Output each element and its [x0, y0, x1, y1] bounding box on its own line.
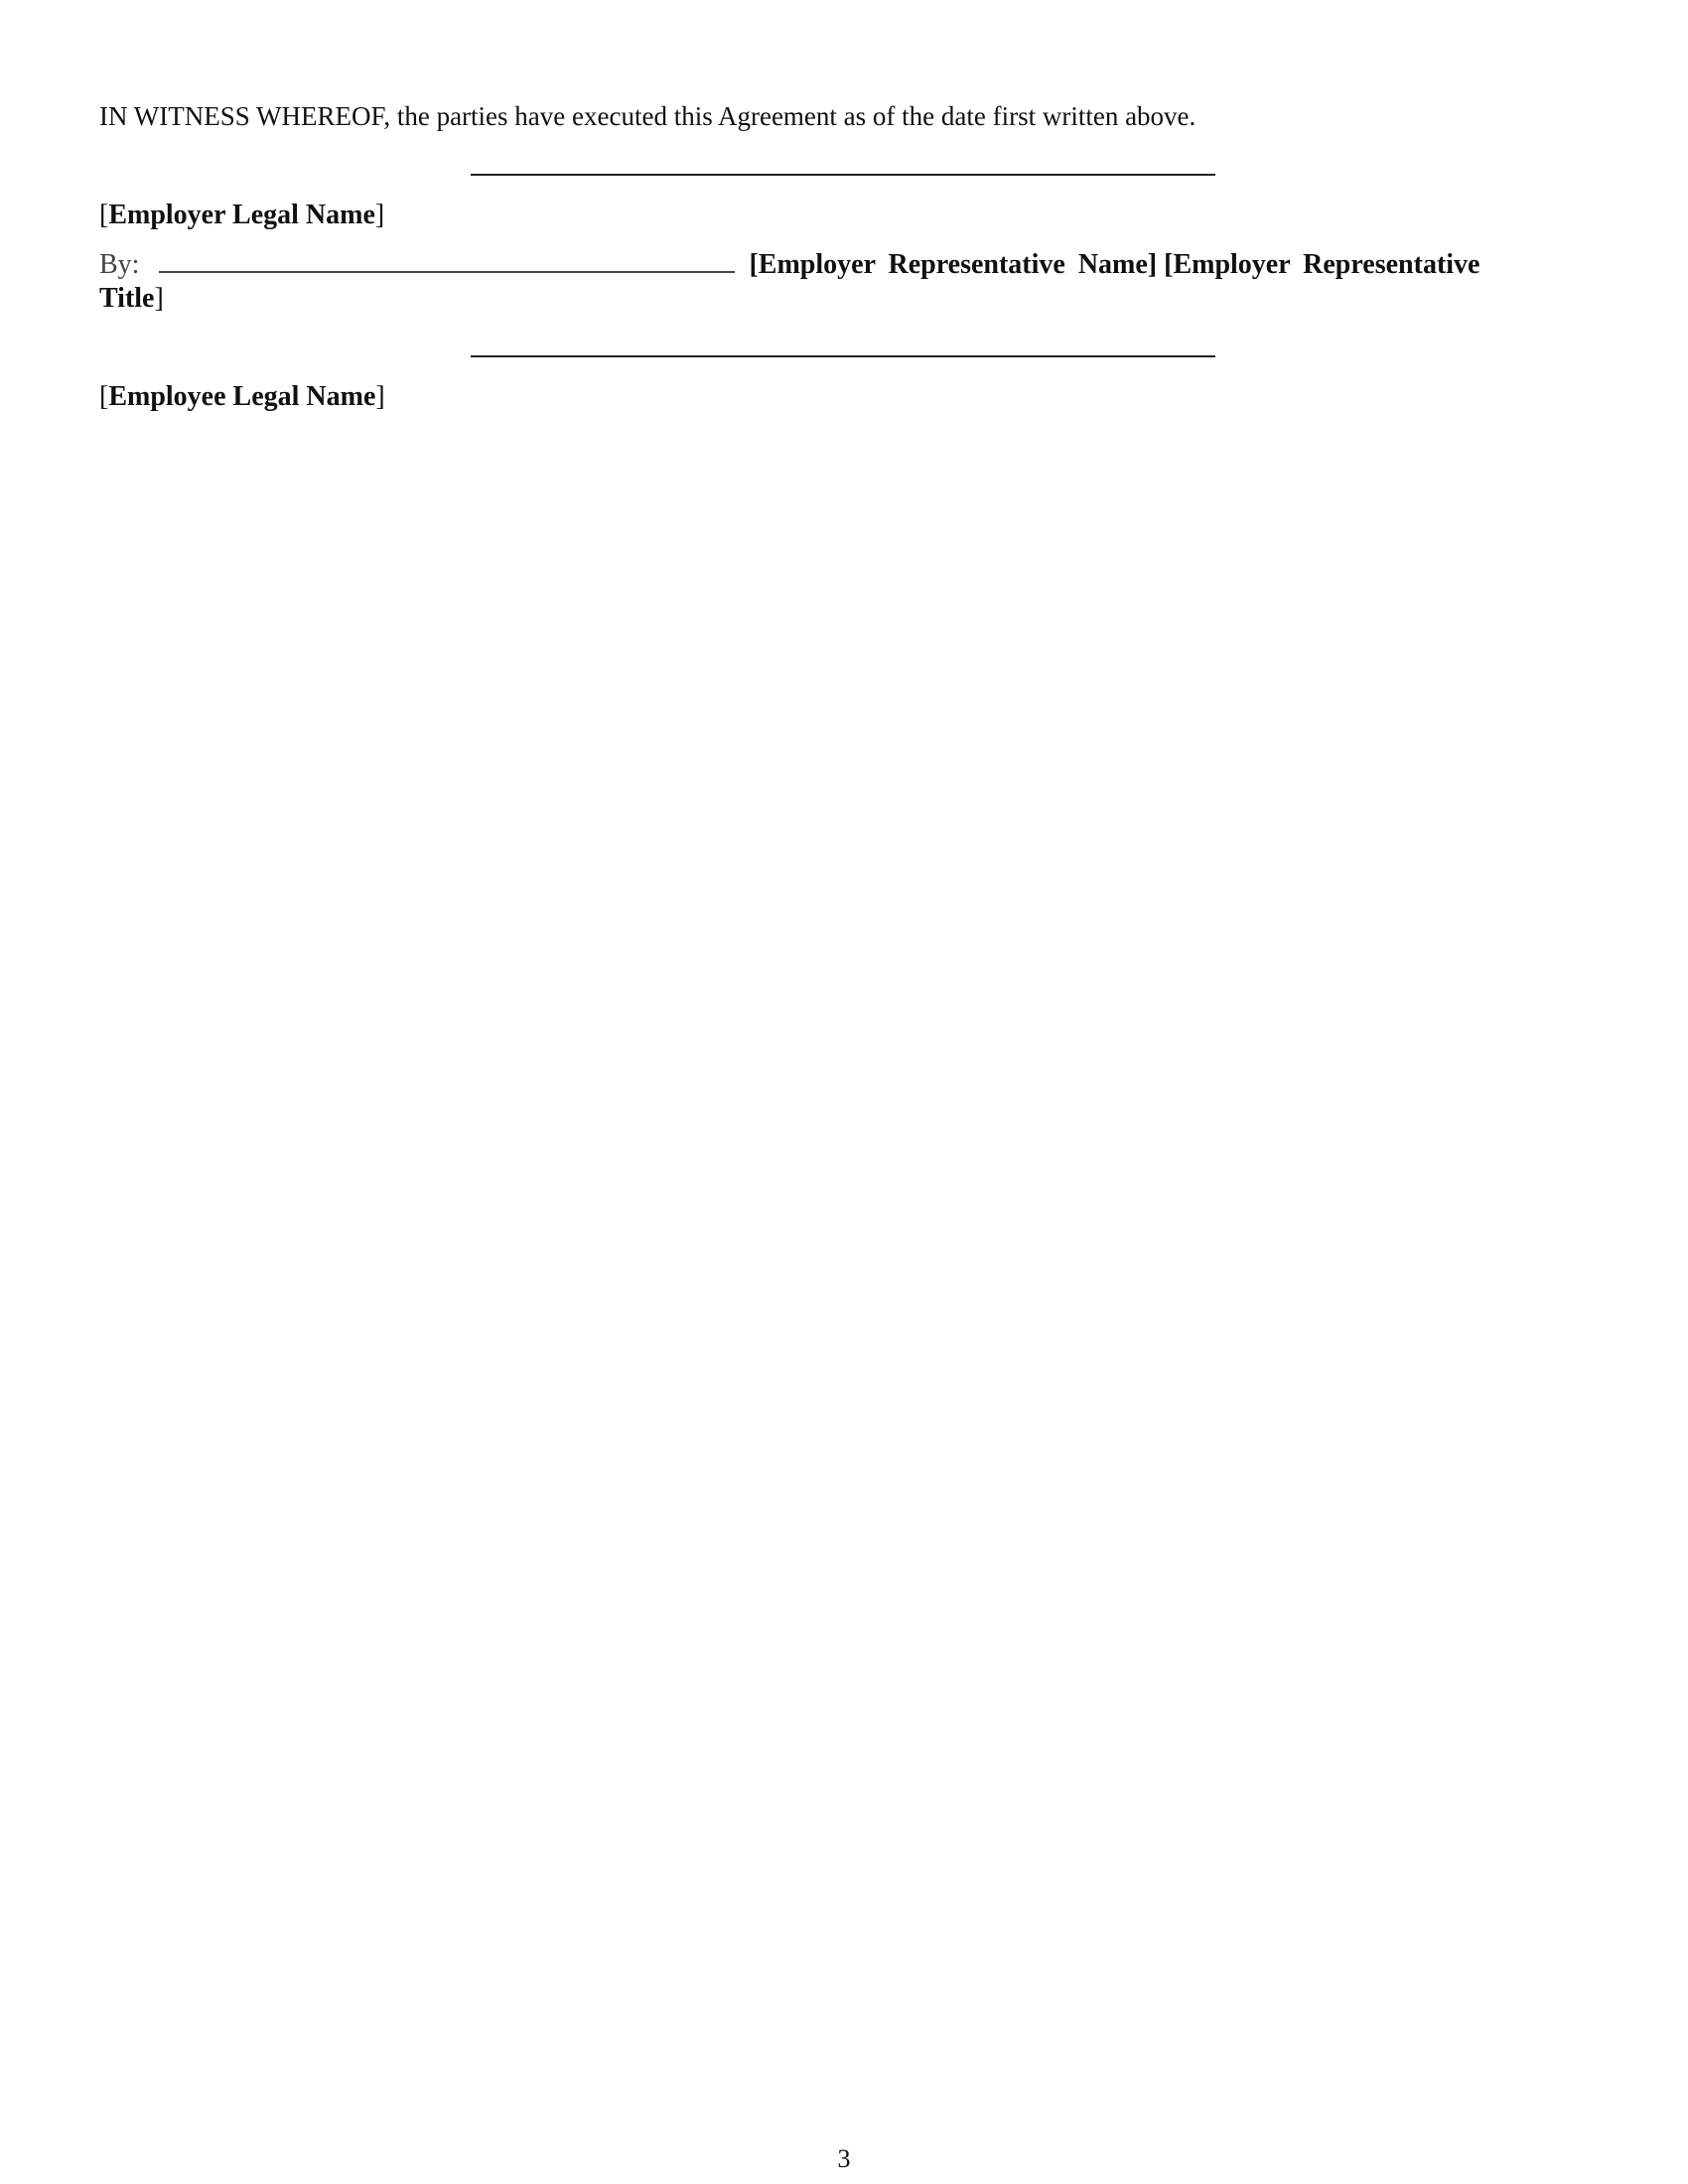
- witness-clause: IN WITNESS WHEREOF, the parties have executed this Agreement as of the date first written above.: [99, 101, 1196, 131]
- employer-close-bracket: ]: [374, 200, 385, 230]
- employer-representative-title-close: ]: [154, 283, 164, 314]
- employee-open-bracket: [: [99, 381, 109, 412]
- employer-representative-title-part2: Title: [99, 283, 155, 314]
- employer-signature-line: [471, 174, 1215, 176]
- employer-representative-title-part1: [Employer Representative: [1164, 249, 1480, 280]
- employer-name-text: Employer Legal Name: [108, 200, 375, 230]
- employer-by-row: [99, 249, 1589, 281]
- employee-legal-name: [99, 381, 385, 413]
- page-number: 3: [837, 2144, 851, 2173]
- employee-name-text: Employee Legal Name: [108, 381, 376, 412]
- employer-open-bracket: [: [99, 200, 109, 230]
- employer-representative-title-line2: [99, 283, 164, 315]
- employer-representative-name: [Employer Representative Name]: [749, 249, 1158, 280]
- by-signature-blank: [159, 249, 735, 273]
- by-label: By:: [99, 249, 140, 280]
- employee-signature-line: [471, 355, 1215, 357]
- employer-legal-name: [99, 200, 384, 231]
- employee-close-bracket: ]: [375, 381, 385, 412]
